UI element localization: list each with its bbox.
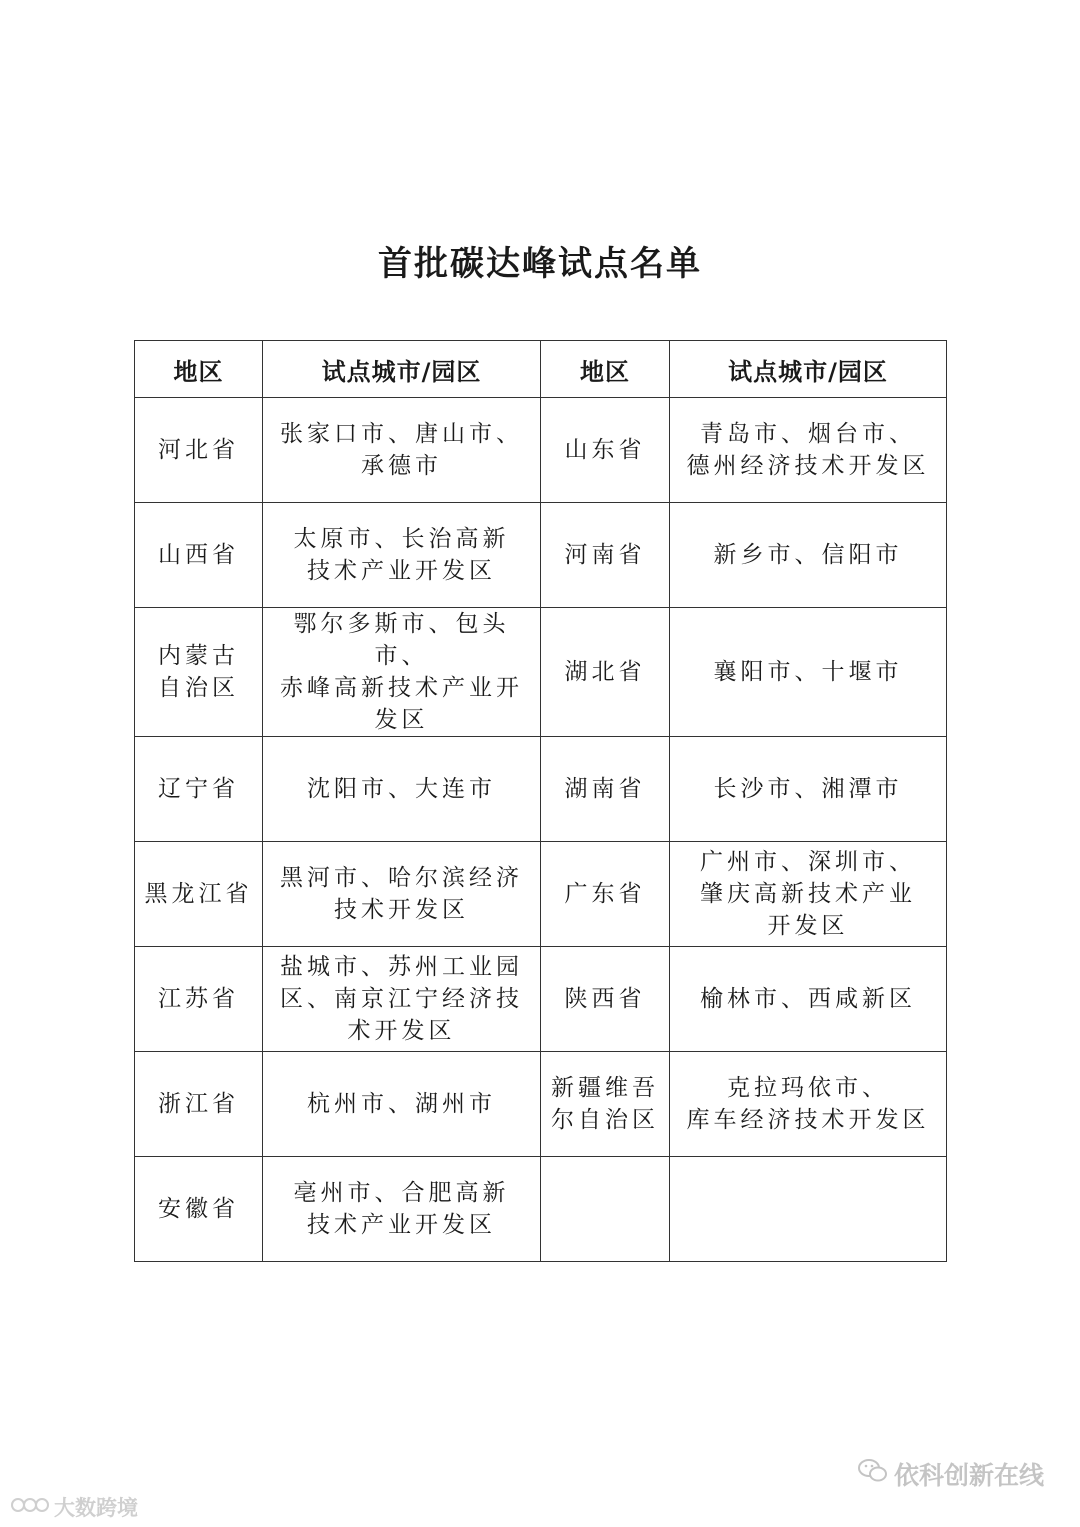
header-region-right: 地区: [541, 341, 670, 398]
pilot-cell: 鄂尔多斯市、包头市、 赤峰高新技术产业开 发区: [280, 611, 523, 733]
region-cell: 浙江省: [158, 1091, 239, 1117]
pilot-cell: 襄阳市、十堰市: [713, 659, 903, 685]
pilot-cell: 长沙市、湘潭市: [713, 776, 903, 802]
page-title: 首批碳达峰试点名单: [378, 244, 702, 284]
pilot-cell: 广州市、深圳市、 肇庆高新技术产业 开发区: [700, 849, 916, 939]
wechat-watermark: [858, 1456, 1044, 1492]
header-pilot-left: 试点城市/园区: [263, 341, 541, 398]
table-row: [135, 503, 947, 608]
table-header-row: [135, 341, 947, 398]
region-cell: 内蒙古 自治区: [158, 643, 239, 701]
region-cell: 陕西省: [564, 986, 646, 1012]
region-cell: 广东省: [564, 881, 646, 907]
region-cell: 山东省: [564, 437, 646, 463]
region-cell: 湖北省: [564, 659, 646, 685]
table-row: [135, 737, 947, 842]
brand-watermark-label: 大数跨境: [54, 1496, 138, 1520]
table-row: [135, 398, 947, 503]
table-row: [135, 1052, 947, 1157]
header-pilot-right: 试点城市/园区: [670, 341, 947, 398]
wechat-icon: [858, 1458, 888, 1490]
wechat-watermark-label: 依科创新在线: [893, 1461, 1044, 1490]
pilot-cell: 青岛市、烟台市、 德州经济技术开发区: [686, 421, 930, 479]
region-cell: 辽宁省: [158, 776, 239, 802]
pilot-cell: 太原市、长治高新 技术产业开发区: [293, 526, 510, 584]
region-cell: 黑龙江省: [144, 881, 253, 907]
brand-watermark: [10, 1492, 138, 1522]
region-cell: 新疆维吾 尔自治区: [551, 1075, 659, 1133]
pilot-cell: 杭州市、湖州市: [307, 1091, 496, 1117]
region-cell: 山西省: [158, 542, 239, 568]
region-cell: 河南省: [564, 542, 646, 568]
pilot-cell: 榆林市、西咸新区: [700, 986, 916, 1012]
pilot-cell: 张家口市、唐山市、 承德市: [280, 421, 523, 479]
pilot-list-table: [134, 340, 947, 1262]
pilot-cell: 克拉玛依市、 库车经济技术开发区: [686, 1075, 930, 1133]
region-cell: 江苏省: [158, 986, 239, 1012]
header-region-left: 地区: [135, 341, 263, 398]
region-cell: 安徽省: [158, 1196, 239, 1222]
brand-logo-icon: [10, 1495, 50, 1520]
table-row: [135, 842, 947, 947]
pilot-cell: 新乡市、信阳市: [713, 542, 903, 568]
pilot-cell: 沈阳市、大连市: [307, 776, 496, 802]
pilot-cell: 盐城市、苏州工业园 区、南京江宁经济技 术开发区: [280, 954, 523, 1044]
pilot-cell: 亳州市、合肥高新 技术产业开发区: [293, 1180, 510, 1238]
table-row: [135, 1157, 947, 1262]
table-row: [135, 947, 947, 1052]
table-row: [135, 608, 947, 737]
region-cell: 湖南省: [564, 776, 646, 802]
pilot-cell: 黑河市、哈尔滨经济 技术开发区: [280, 865, 523, 923]
region-cell: 河北省: [158, 437, 239, 463]
